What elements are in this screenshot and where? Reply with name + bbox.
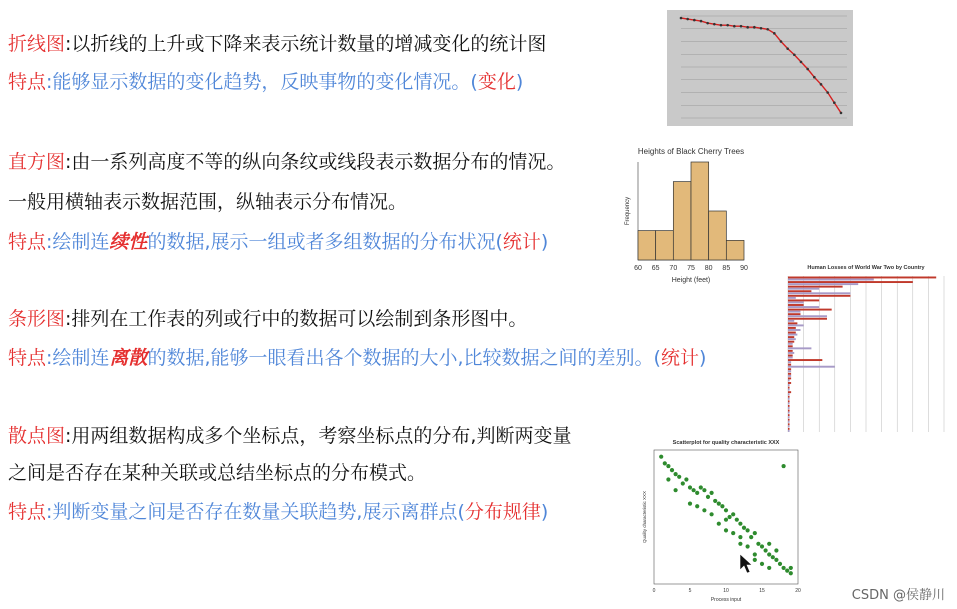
bar-series-2 — [788, 279, 874, 281]
scatter-point — [663, 461, 667, 465]
scatter-point — [710, 491, 714, 495]
bar-series-1 — [788, 387, 790, 389]
data-point — [726, 24, 729, 27]
data-point — [806, 68, 809, 71]
bar-chart-feature-pre: :绘制连 — [46, 347, 110, 369]
histogram-feature-post: 的数据,展示一组或者多组数据的分布状况( — [147, 231, 503, 253]
scatter-point — [695, 491, 699, 495]
line-chart-thumbnail — [667, 10, 853, 126]
x-tick-label: 85 — [722, 265, 731, 272]
bar-series-1 — [788, 318, 827, 320]
data-point — [746, 26, 749, 29]
bar-series-1 — [788, 309, 832, 311]
scatter-point — [738, 535, 742, 539]
scatter-point — [692, 488, 696, 492]
scatter-point — [771, 555, 775, 559]
bar-series-1 — [788, 373, 791, 375]
bar-chart-svg — [784, 262, 950, 434]
line-chart-feature — [8, 70, 523, 94]
bar-series-2 — [788, 329, 800, 331]
bar-series-1 — [788, 304, 804, 306]
scatter-point — [706, 495, 710, 499]
bar-series-2 — [788, 315, 827, 317]
scatter-point — [724, 528, 728, 532]
bar-series-2 — [788, 343, 793, 345]
histogram-desc: :由一系列高度不等的纵向条纹或线段表示数据分布的情况。 — [65, 151, 566, 173]
bar-series-2 — [788, 324, 804, 326]
bar-series-1 — [788, 419, 790, 421]
scatter-point — [674, 472, 678, 476]
scatter-point — [674, 488, 678, 492]
bar-series-2 — [788, 283, 858, 285]
feature-label: 特点 — [8, 71, 47, 93]
scatter-point — [699, 485, 703, 489]
scatter-svg — [640, 436, 802, 606]
scatter-point — [756, 542, 760, 546]
x-tick-label: 80 — [704, 265, 713, 272]
bar-series-1 — [788, 281, 913, 283]
data-point — [820, 83, 823, 86]
scatter-point — [753, 558, 757, 562]
bar-series-2 — [788, 393, 790, 395]
histogram-svg — [622, 144, 758, 294]
bar-series-1 — [788, 377, 791, 379]
bar-series-2 — [788, 421, 790, 423]
scatter-point — [677, 475, 681, 479]
bar-chart-feature-emph: 离散 — [109, 347, 148, 369]
scatter-point — [767, 542, 771, 546]
bar-series-1 — [788, 313, 800, 315]
scatter-point — [659, 455, 663, 459]
scatter-point — [681, 481, 685, 485]
bar-series-2 — [788, 384, 790, 386]
line-chart-feature-text: :能够显示数据的变化趋势，反映事物的变化情况。( — [46, 71, 478, 93]
data-point — [773, 32, 776, 35]
scatter-point — [717, 522, 721, 526]
scatter-point — [753, 531, 757, 535]
bar-series-1 — [788, 414, 790, 416]
chart-title: Human Losses of World War Two by Country — [807, 265, 925, 271]
scatter-point — [749, 535, 753, 539]
data-point — [680, 17, 683, 20]
bar-series-1 — [788, 322, 797, 324]
scatter-feature — [8, 500, 548, 524]
bar-series-1 — [788, 299, 819, 301]
bar-series-2 — [788, 430, 790, 432]
bar-series-2 — [788, 407, 790, 409]
chart-title: Scatterplot for quality characteristic XXX — [672, 440, 780, 446]
bar-chart-thumbnail — [784, 262, 950, 434]
data-point — [793, 53, 796, 56]
data-point — [753, 26, 756, 29]
bar-series-2 — [788, 412, 790, 414]
x-tick-label: 10 — [723, 588, 729, 594]
feature-label: 特点 — [8, 347, 47, 369]
data-point — [840, 112, 843, 115]
data-point — [833, 101, 836, 104]
x-axis-label: Process input — [710, 597, 742, 603]
scatter-point — [724, 518, 728, 522]
histogram-bar — [656, 231, 674, 260]
scatter-point — [717, 502, 721, 506]
histogram-bar — [709, 211, 727, 260]
scatter-point — [735, 518, 739, 522]
feature-label: 特点 — [8, 231, 47, 253]
scatter-point — [774, 558, 778, 562]
bar-series-2 — [788, 306, 819, 308]
data-point — [800, 61, 803, 64]
scatter-point — [731, 531, 735, 535]
scatter-point — [767, 552, 771, 556]
scatter-point — [720, 504, 724, 508]
bar-chart-feature-post: 的数据,能够一眼看出各个数据的大小,比较数据之间的差别。( — [147, 347, 661, 369]
scatter-point — [742, 526, 746, 530]
scatter-definition — [8, 424, 571, 448]
scatter-thumbnail — [640, 436, 802, 606]
x-tick-label: 60 — [634, 265, 642, 272]
chart-title: Heights of Black Cherry Trees — [637, 147, 745, 156]
scatter-point — [713, 499, 717, 503]
bar-series-2 — [788, 288, 819, 290]
bar-series-1 — [788, 405, 790, 407]
bar-series-1 — [788, 396, 790, 398]
histogram-bar — [726, 240, 744, 260]
scatter-point — [702, 488, 706, 492]
scatter-point — [670, 468, 674, 472]
data-point — [713, 23, 716, 26]
scatter-point — [764, 548, 768, 552]
data-point — [693, 19, 696, 22]
scatter-point — [666, 477, 670, 481]
bar-series-1 — [788, 290, 811, 292]
tag-close: ) — [540, 501, 549, 523]
scatter-point — [688, 485, 692, 489]
bar-series-2 — [788, 361, 791, 363]
data-point — [826, 91, 829, 94]
scatter-point — [738, 542, 742, 546]
scatter-point — [789, 566, 793, 570]
bar-series-1 — [788, 391, 791, 393]
histogram-bar — [638, 231, 656, 260]
bar-series-1 — [788, 295, 850, 297]
bar-series-1 — [788, 286, 843, 288]
bar-series-1 — [788, 327, 796, 329]
scatter-desc: :用两组数据构成多个坐标点，考察坐标点的分布,判断两变量 — [65, 425, 572, 447]
bar-series-2 — [788, 292, 850, 294]
histogram-feature — [8, 230, 548, 254]
bar-series-1 — [788, 332, 796, 334]
term-histogram: 直方图 — [8, 151, 66, 173]
scatter-tag: 分布规律 — [464, 501, 541, 523]
bar-series-1 — [788, 277, 936, 279]
histogram-feature-pre: :绘制连 — [46, 231, 110, 253]
bar-series-1 — [788, 364, 791, 366]
bar-series-2 — [788, 389, 790, 391]
scatter-point — [666, 464, 670, 468]
x-tick-label: 70 — [669, 265, 678, 272]
bar-series-1 — [788, 359, 822, 361]
scatter-point — [767, 566, 771, 570]
bar-series-1 — [788, 341, 794, 343]
watermark: CSDN @侯静川 — [851, 588, 945, 603]
bar-chart-desc: :排列在工作表的列或行中的数据可以绘制到条形图中。 — [65, 308, 528, 330]
scatter-point — [789, 571, 793, 575]
x-tick-label: 5 — [688, 588, 692, 594]
bar-series-1 — [788, 355, 793, 357]
line-chart-svg — [667, 10, 853, 126]
scatter-point — [738, 522, 742, 526]
x-tick-label: 20 — [795, 588, 801, 594]
scatter-point — [695, 504, 699, 508]
bar-series-1 — [788, 368, 791, 370]
bar-series-2 — [788, 357, 793, 359]
bar-series-2 — [788, 302, 804, 304]
bar-series-2 — [788, 338, 796, 340]
scatter-point — [724, 508, 728, 512]
bar-series-1 — [788, 382, 791, 384]
histogram-bar — [673, 182, 691, 260]
scatter-point — [785, 569, 789, 573]
data-point — [813, 76, 816, 79]
tag-close: ) — [540, 231, 549, 253]
scatter-point — [774, 548, 778, 552]
bar-series-2 — [788, 320, 794, 322]
x-tick-label: 15 — [759, 588, 765, 594]
histogram-bar — [691, 162, 709, 260]
scatter-point — [728, 515, 732, 519]
bar-series-1 — [788, 410, 790, 412]
tag-close: ) — [698, 347, 707, 369]
data-point — [720, 24, 723, 27]
scatter-point — [782, 464, 786, 468]
histogram-thumbnail — [622, 144, 758, 294]
bar-chart-feature — [8, 346, 706, 370]
data-point — [760, 27, 763, 30]
y-axis-label: Quality characteristic XXX — [642, 490, 647, 544]
data-point — [700, 20, 703, 23]
x-axis-label: Height (feet) — [671, 277, 711, 284]
feature-label: 特点 — [8, 501, 47, 523]
bar-series-2 — [788, 311, 800, 313]
scatter-feature-text: :判断变量之间是否存在数量关联趋势,展示离群点( — [46, 501, 465, 523]
bar-series-2 — [788, 425, 790, 427]
bar-series-2 — [788, 334, 797, 336]
histogram-feature-emph: 续性 — [109, 231, 148, 253]
bar-series-2 — [788, 398, 790, 400]
tag-close: ) — [515, 71, 524, 93]
line-chart-tag: 变化 — [477, 71, 516, 93]
bar-series-2 — [788, 297, 796, 299]
bar-series-2 — [788, 366, 835, 368]
bar-series-2 — [788, 375, 791, 377]
cursor-icon — [740, 554, 752, 573]
term-bar-chart: 条形图 — [8, 308, 66, 330]
bar-series-2 — [788, 416, 790, 418]
bar-series-2 — [788, 347, 811, 349]
data-point — [766, 28, 769, 31]
data-point — [733, 25, 736, 28]
scatter-point — [688, 502, 692, 506]
x-tick-label: 65 — [651, 265, 660, 272]
scatter-point — [684, 477, 688, 481]
line-chart-desc: :以折线的上升或下降来表示统计数量的增减变化的统计图 — [65, 33, 547, 55]
scatter-point — [746, 528, 750, 532]
histogram-definition — [8, 150, 565, 174]
bar-chart-definition — [8, 307, 527, 331]
scatter-point — [746, 544, 750, 548]
scatter-point — [782, 566, 786, 570]
data-point — [686, 18, 689, 21]
bar-series-1 — [788, 350, 793, 352]
bar-series-2 — [788, 380, 790, 382]
term-line-chart: 折线图 — [8, 33, 66, 55]
bar-series-2 — [788, 352, 794, 354]
data-point — [740, 25, 743, 28]
plot-frame — [654, 450, 798, 584]
bar-chart-tag: 统计 — [660, 347, 699, 369]
bar-series-1 — [788, 423, 790, 425]
scatter-point — [760, 544, 764, 548]
scatter-point — [702, 508, 706, 512]
y-axis-label: Frequency — [625, 196, 631, 226]
bar-series-1 — [788, 400, 790, 402]
bar-series-2 — [788, 370, 791, 372]
data-point — [786, 47, 789, 50]
data-point — [706, 22, 709, 25]
scatter-desc2: 之间是否存在某种关联或总结坐标点的分布模式。 — [8, 462, 427, 484]
scatter-point — [760, 562, 764, 566]
bar-series-2 — [788, 402, 790, 404]
histogram-desc2: 一般用横轴表示数据范围，纵轴表示分布情况。 — [8, 191, 408, 213]
x-tick-label: 75 — [687, 265, 695, 272]
scatter-point — [778, 562, 782, 566]
bar-series-1 — [788, 336, 794, 338]
scatter-point — [731, 512, 735, 516]
term-scatter: 散点图 — [8, 425, 66, 447]
scatter-point — [710, 512, 714, 516]
data-point — [780, 40, 783, 43]
histogram-tag: 统计 — [502, 231, 541, 253]
line-chart-definition — [8, 32, 546, 56]
x-tick-label: 90 — [740, 265, 748, 272]
bar-series-1 — [788, 428, 790, 430]
bar-series-1 — [788, 345, 793, 347]
scatter-point — [753, 552, 757, 556]
x-tick-label: 0 — [652, 588, 656, 594]
